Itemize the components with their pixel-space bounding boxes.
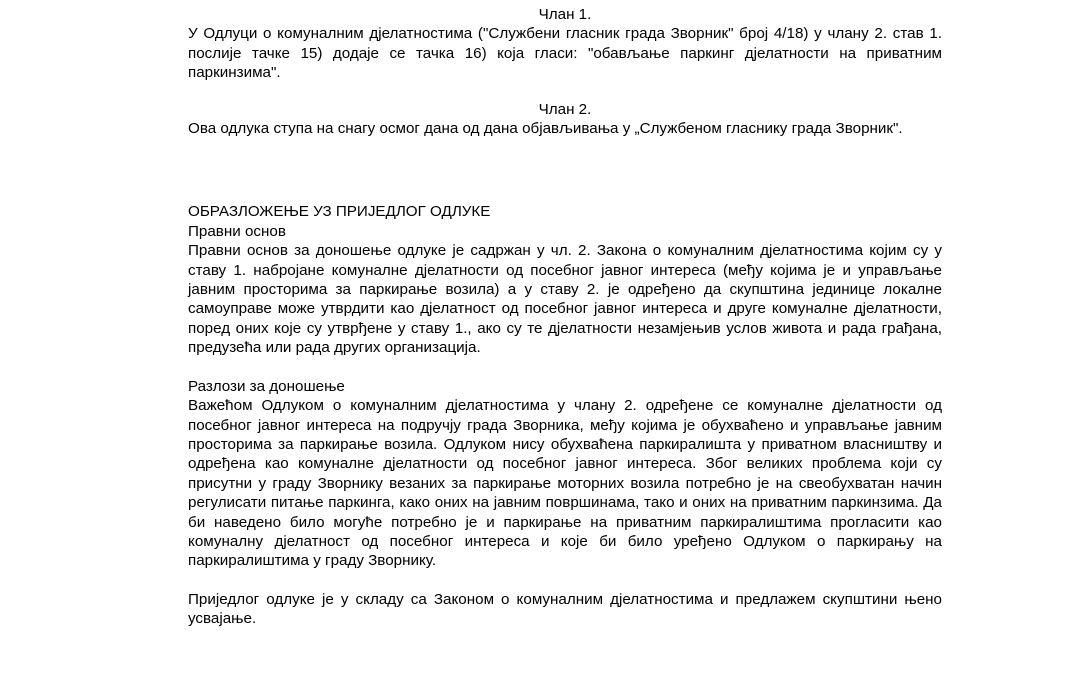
legal-basis-text: Правни основ за доношење одлуке је садржан у чл. 2. Закона о комуналним дјелатностима којим су у ставу 1. набројане комуналне дјелатности од посебног јавног интереса (међу којима је и управљање јавним просторима за паркирање возила) а у ставу 2. је одређено да скупштина јединице локалне самоуправе може утврдити као дјелатност од посебног јавног интереса и друге комуналне дјелатности, поред оних које су утврђене у ставу 1., ако су те дјелатности незамјењив услов живота и рада грађана, предузећа или рада других организација. (188, 242, 942, 357)
reasons-text: Важећом Одлуком о комуналним дјелатностима у члану 2. одређене се комуналне дјелатности од посебног јавног интереса на подручју града Зворника, међу којима је обухваћено и управљање јавним просторима за паркирање возила. Одлуком нису обухваћена паркиралишта у приватном власништву и одређена као комуналне дјелатности од посебног јавног интереса. Због великих проблема који су присутни у граду Зворнику везаних за паркирање моторних возила потребно је на свеобухватан начин регулисати питање паркинга, како оних на јавним површинама, тако и оних на приватним паркинзима. Да би наведено било могуће потребно је и паркирање на приватним паркиралиштима прогласити као комуналну дјелатност од посебног интереса и које би било уређено Одлуком о паркирању на паркиралиштима у граду Зворнику. (188, 397, 942, 570)
article-1-text: У Одлуци о комуналним дјелатностима ("Службени гласник града Зворник" број 4/18) у члану 2. став 1. послије тачке 15) додаје се тачка 16) која гласи: "обављање паркинг дјелатности на приватним паркинзима". (188, 25, 942, 82)
article-1-title: Члан 1. (538, 6, 592, 23)
document-page (188, 0, 942, 629)
article-2-text: Ова одлука ступа на снагу осмог дана од дана објављивања у „Службеном гласнику града Зворник". (188, 120, 903, 138)
explanation-heading: ОБРАЗЛОЖЕЊЕ УЗ ПРИЈЕДЛОГ ОДЛУКЕ (188, 203, 491, 221)
article-2-title: Члан 2. (538, 100, 592, 118)
reasons-title: Разлози за доношење (188, 377, 345, 395)
legal-basis-title: Правни основ (188, 222, 286, 240)
closing-text: Приједлог одлуке је у складу са Законом о комуналним дјелатностима и предлажем скупштини њено усвајање. (188, 590, 942, 628)
